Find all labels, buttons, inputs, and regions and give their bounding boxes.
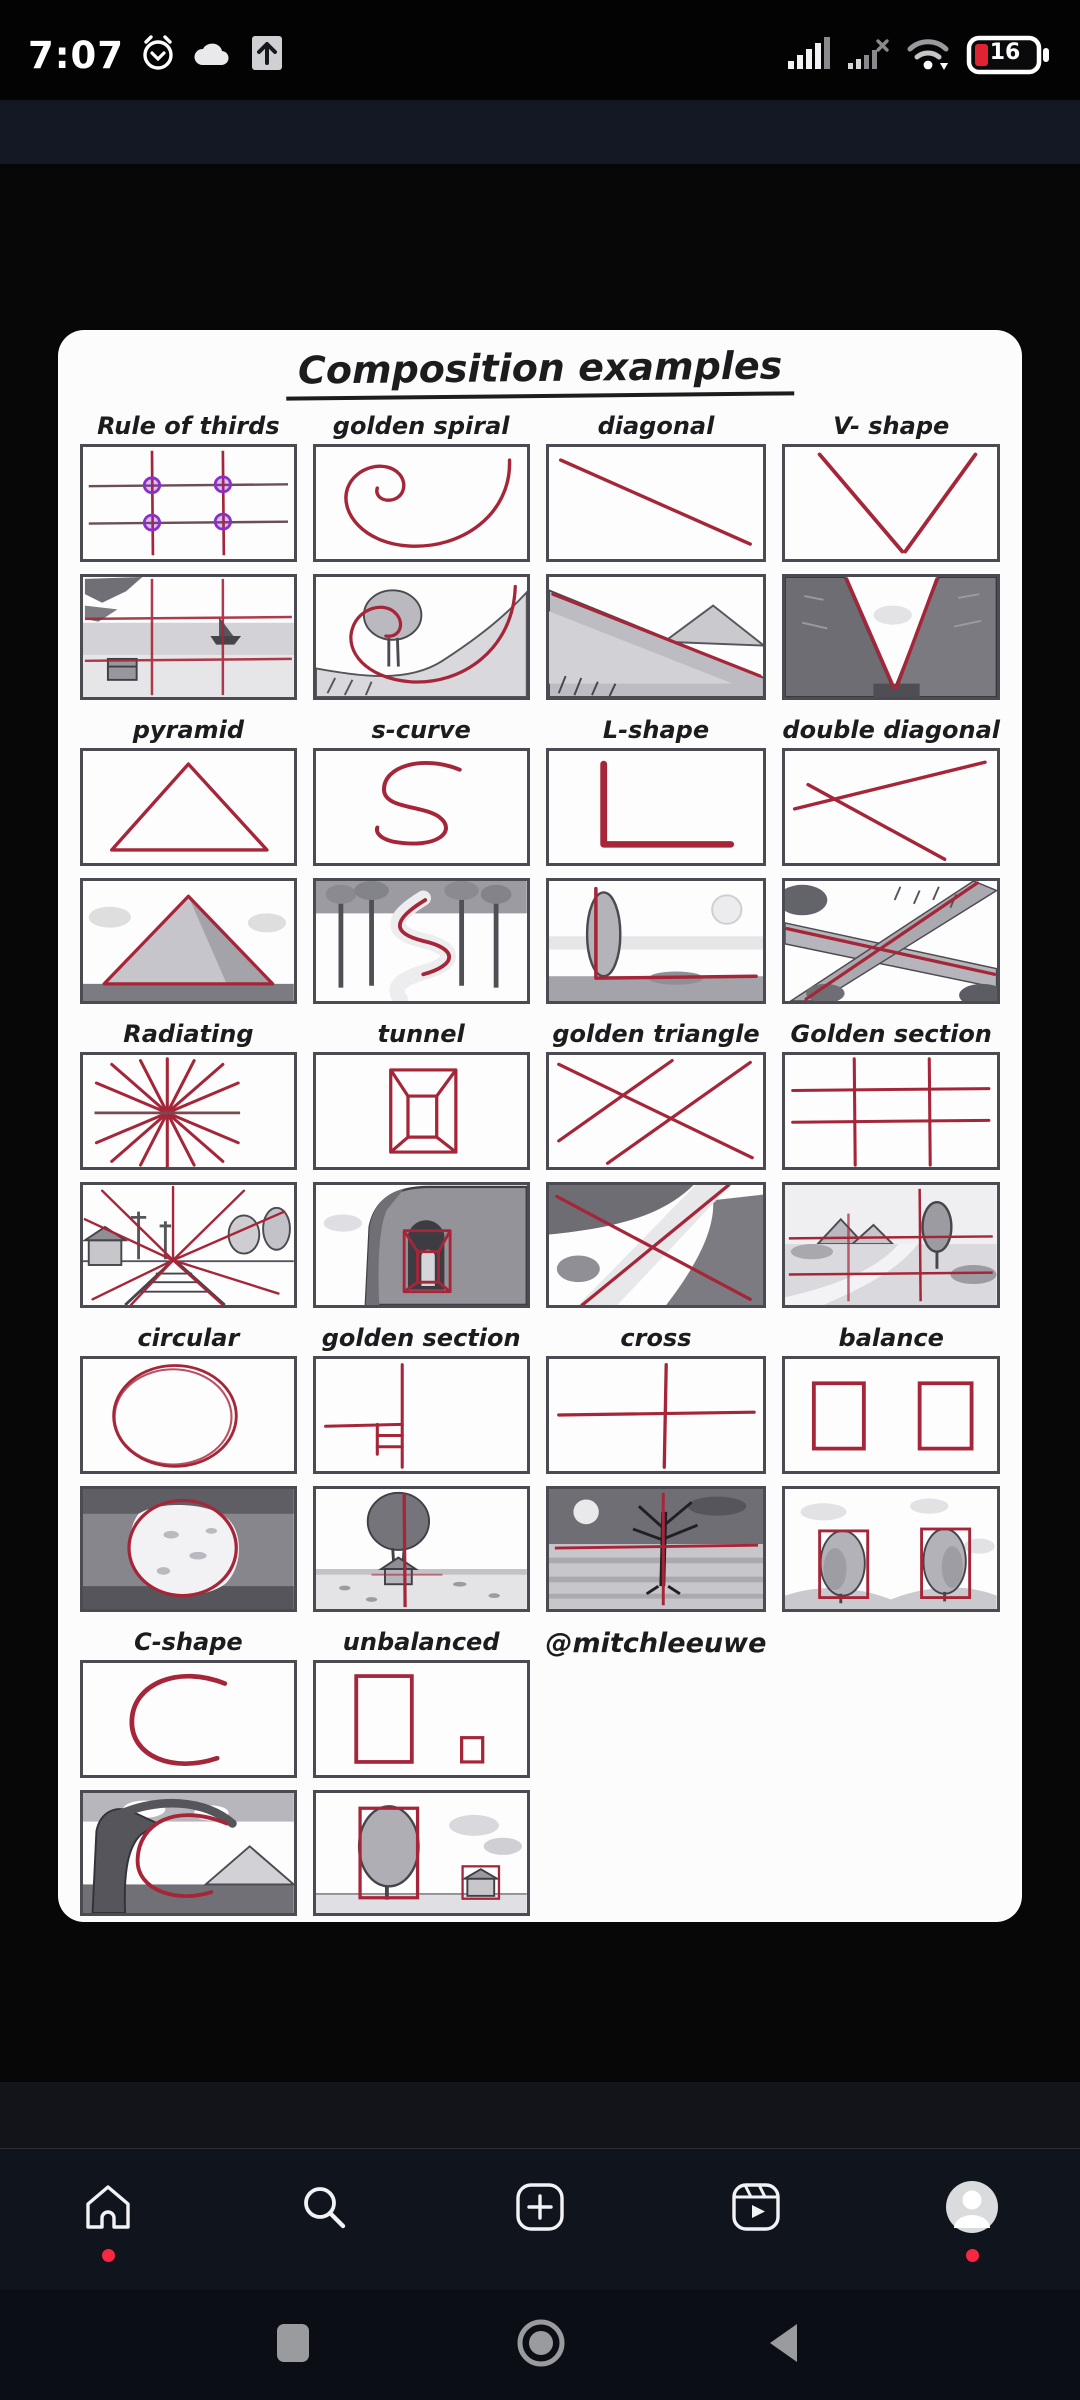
balance-example: [782, 1486, 1000, 1612]
artist-credit: @mitchleeuwe: [545, 1628, 767, 1659]
v-shape-example: [782, 574, 1000, 700]
group-label: Rule of thirds: [97, 412, 280, 440]
back-button[interactable]: [761, 2317, 805, 2373]
s-curve-example: [313, 878, 530, 1004]
group-label: double diagonal: [782, 716, 1000, 744]
group-label: unbalanced: [342, 1628, 500, 1656]
square-icon: [274, 2350, 312, 2369]
group-circular: [80, 1320, 297, 1612]
bottom-nav-bar: [0, 2148, 1080, 2291]
plus-square-icon: [511, 2178, 569, 2240]
signal-primary-icon: [786, 33, 832, 77]
double-diagonal-diagram: [782, 748, 1000, 866]
system-nav-bar: [0, 2290, 1080, 2400]
home-notification-dot: [102, 2249, 115, 2262]
group-diagonal: [546, 408, 767, 700]
reels-icon: [727, 2178, 785, 2240]
back-triangle-icon: [761, 2354, 805, 2373]
nav-create-button[interactable]: [432, 2149, 648, 2291]
app-header-strip: [0, 100, 1080, 164]
post-image-card[interactable]: [58, 330, 1022, 1922]
group-label: C-shape: [134, 1628, 243, 1656]
s-curve-diagram: [313, 748, 530, 866]
group-label: diagonal: [597, 412, 715, 440]
upload-icon: [250, 34, 284, 76]
group-radiating: [80, 1016, 297, 1308]
home-button[interactable]: [514, 2316, 568, 2374]
group-label: pyramid: [132, 716, 245, 744]
pyramid-diagram: [80, 748, 297, 866]
l-shape-example: [546, 878, 767, 1004]
group-golden-triangle: [546, 1016, 767, 1308]
c-shape-example: [80, 1790, 297, 1916]
group-double-diagonal: [782, 712, 1000, 1004]
c-shape-diagram: [80, 1660, 297, 1778]
group-label: L-shape: [602, 716, 710, 744]
golden-triangle-diagram: [546, 1052, 767, 1170]
l-shape-diagram: [546, 748, 767, 866]
golden-spiral-diagram: [313, 444, 530, 562]
cloud-icon: [192, 37, 236, 73]
wifi-icon: [904, 33, 952, 77]
group-label: Golden section: [790, 1020, 992, 1048]
group-tunnel: [313, 1016, 530, 1308]
alarm-icon: [138, 32, 178, 78]
group-label: golden triangle: [552, 1020, 760, 1048]
group-golden-spiral: [313, 408, 530, 700]
avatar: [943, 2178, 1001, 2240]
recents-button[interactable]: [274, 2321, 312, 2369]
golden-section-lines-diagram: [313, 1356, 530, 1474]
group-label: circular: [137, 1324, 240, 1352]
nav-profile-button[interactable]: [864, 2149, 1080, 2291]
group-v-shape: [782, 408, 1000, 700]
empty-cell: [782, 1624, 1000, 1916]
nav-reels-button[interactable]: [648, 2149, 864, 2291]
pyramid-example: [80, 878, 297, 1004]
tunnel-example: [313, 1182, 530, 1308]
circular-example: [80, 1486, 297, 1612]
group-c-shape: [80, 1624, 297, 1916]
group-s-curve: [313, 712, 530, 1004]
group-rule-of-thirds: [80, 408, 297, 700]
cross-diagram: [546, 1356, 767, 1474]
cross-example: [546, 1486, 767, 1612]
battery-icon: [966, 33, 1052, 77]
group-label: golden spiral: [332, 412, 510, 440]
circle-icon: [514, 2355, 568, 2374]
group-label: cross: [620, 1324, 692, 1352]
composition-grid: [80, 408, 1000, 1928]
radiating-example: [80, 1182, 297, 1308]
rule-of-thirds-example: [80, 574, 297, 700]
radiating-diagram: [80, 1052, 297, 1170]
golden-section-grid-example: [782, 1182, 1000, 1308]
credit-cell: [546, 1624, 767, 1916]
battery-percent: 16: [989, 40, 1021, 65]
balance-diagram: [782, 1356, 1000, 1474]
group-balance: [782, 1320, 1000, 1612]
group-golden-section-grid: [782, 1016, 1000, 1308]
unbalanced-diagram: [313, 1660, 530, 1778]
profile-notification-dot: [966, 2249, 979, 2262]
diagonal-example: [546, 574, 767, 700]
group-unbalanced: [313, 1624, 530, 1916]
nav-search-button[interactable]: [216, 2149, 432, 2291]
golden-spiral-example: [313, 574, 530, 700]
circular-diagram: [80, 1356, 297, 1474]
feed-bottom-band: [0, 2082, 1080, 2148]
unbalanced-example: [313, 1790, 530, 1916]
group-pyramid: [80, 712, 297, 1004]
search-icon: [295, 2178, 353, 2240]
group-l-shape: [546, 712, 767, 1004]
nav-home-button[interactable]: [0, 2149, 216, 2291]
group-label: balance: [838, 1324, 944, 1352]
home-icon: [79, 2178, 137, 2240]
group-label: Radiating: [123, 1020, 254, 1048]
signal-secondary-no-service-icon: [846, 33, 890, 77]
clock-time: 7:07: [28, 33, 125, 77]
group-label: V- shape: [833, 412, 950, 440]
group-label: golden section: [321, 1324, 521, 1352]
group-label: tunnel: [377, 1020, 465, 1048]
tunnel-diagram: [313, 1052, 530, 1170]
page-title: Composition examples: [286, 343, 795, 400]
status-bar: [0, 0, 1080, 100]
group-label: s-curve: [371, 716, 471, 744]
group-cross: [546, 1320, 767, 1612]
v-shape-diagram: [782, 444, 1000, 562]
double-diagonal-example: [782, 878, 1000, 1004]
group-golden-section-lines: [313, 1320, 530, 1612]
golden-section-lines-example: [313, 1486, 530, 1612]
rule-of-thirds-diagram: [80, 444, 297, 562]
golden-section-grid-diagram: [782, 1052, 1000, 1170]
golden-triangle-example: [546, 1182, 767, 1308]
diagonal-diagram: [546, 444, 767, 562]
